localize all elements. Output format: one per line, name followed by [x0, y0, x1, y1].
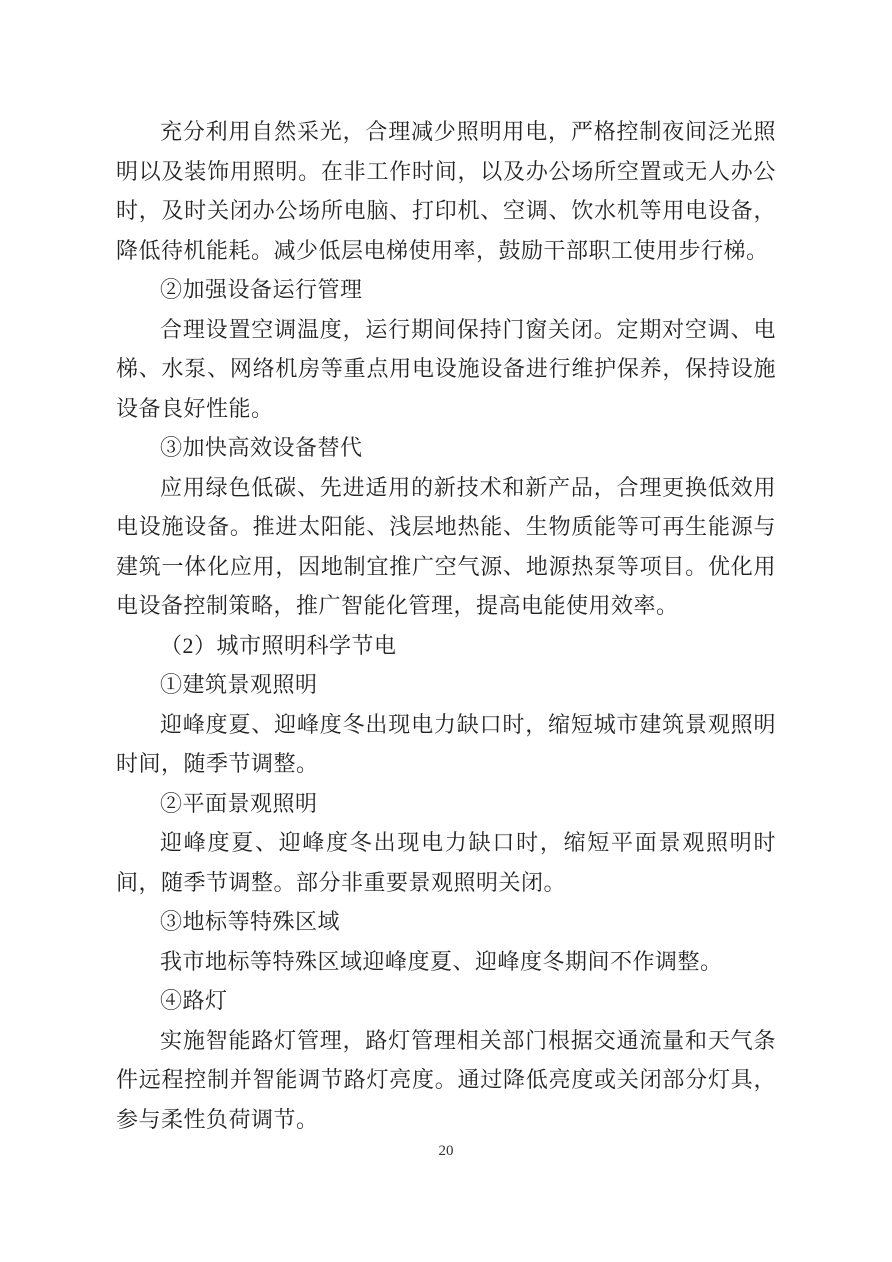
section-heading: （2）城市照明科学节电: [160, 632, 397, 658]
section-heading: ④路灯: [160, 988, 228, 1013]
section-heading: ②加强设备运行管理: [160, 277, 363, 302]
section-heading: ②平面景观照明: [160, 790, 318, 816]
body-paragraph: 充分利用自然采光，合理减少照明用电，严格控制夜间泛光照明以及装饰用照明。在非工作时间，以及办公场所空置或无人办公时，及时关闭办公场所电脑、打印机、空调、饮水机等用电设备，降低待机能耗。减少低层电梯使用率，鼓励干部职工使用步行梯。: [116, 119, 776, 263]
section-heading: ③加快高效设备替代: [160, 435, 363, 460]
page-footer: [0, 1142, 892, 1160]
body-paragraph: 应用绿色低碳、先进适用的新技术和新产品，合理更换低效用电设施设备。推进太阳能、浅层地热能、生物质能等可再生能源与建筑一体化应用，因地制宜推广空气源、地源热泵等项目。优化用电设备控制策略，推广智能化管理，提高电能使用效率。: [116, 474, 776, 618]
body-paragraph: 迎峰度夏、迎峰度冬出现电力缺口时，缩短城市建筑景观照明时间，随季节调整。: [116, 711, 776, 776]
body-paragraph: 迎峰度夏、迎峰度冬出现电力缺口时，缩短平面景观照明时间，随季节调整。部分非重要景观照明关闭。: [116, 830, 776, 895]
section-heading: ③地标等特殊区域: [160, 909, 341, 934]
body-paragraph: 合理设置空调温度，运行期间保持门窗关闭。定期对空调、电梯、水泵、网络机房等重点用电设施设备进行维护保养，保持设施设备良好性能。: [116, 316, 776, 421]
document-text-block: [116, 112, 776, 1139]
section-heading: ①建筑景观照明: [160, 672, 318, 697]
body-paragraph: 实施智能路灯管理，路灯管理相关部门根据交通流量和天气条件远程控制并智能调节路灯亮度。通过降低亮度或关闭部分灯具，参与柔性负荷调节。: [116, 1027, 776, 1132]
page-number: 20: [438, 1143, 454, 1159]
body-paragraph: 我市地标等特殊区域迎峰度夏、迎峰度冬期间不作调整。: [160, 948, 723, 974]
